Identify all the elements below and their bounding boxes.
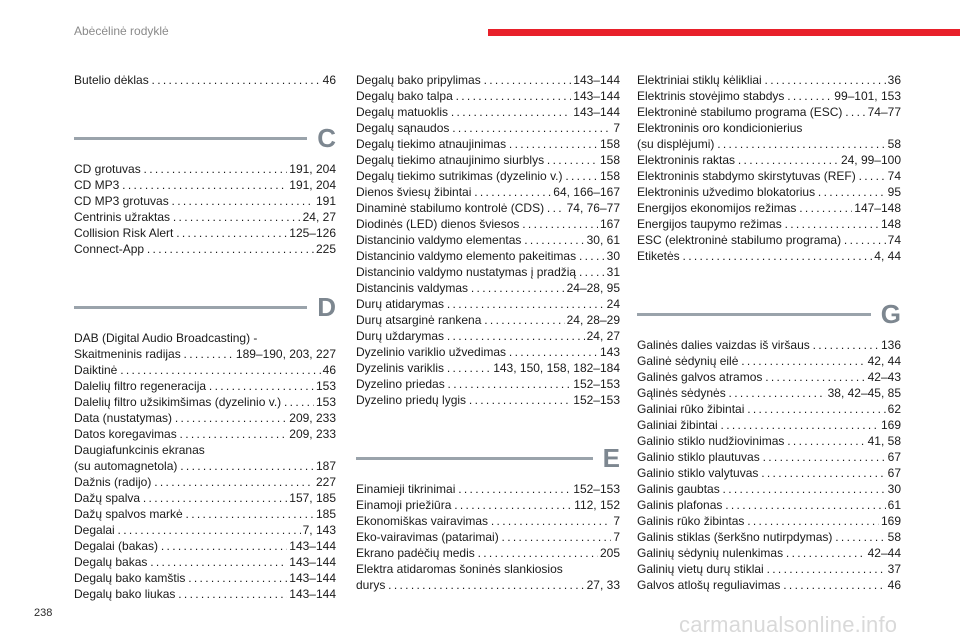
- index-entry-term: CD MP3 . . .: [74, 177, 287, 193]
- index-entry-pages: 24: [606, 297, 620, 311]
- index-entry-pages: 30: [606, 249, 620, 263]
- index-entry: [74, 426, 336, 442]
- index-entry-pages: 37: [887, 562, 901, 576]
- index-entry-pages: 187: [315, 459, 336, 473]
- index-entry: [356, 120, 620, 136]
- index-entry-pages: 67: [887, 450, 901, 464]
- index-column-1: [74, 72, 336, 602]
- page-header-title: Abėcėlinė rodyklė: [74, 24, 169, 38]
- index-entry-term: Dyzelinis variklis . . .: [356, 360, 491, 376]
- index-entry-pages: 61: [887, 498, 901, 512]
- index-entry-term: Dyzelino priedų lygis . . .: [356, 392, 571, 408]
- index-entry: [74, 346, 336, 362]
- index-entry-term: Elektroninis stabdymo skirstytuvas (REF) . . .: [637, 168, 886, 184]
- index-entry: [637, 136, 901, 152]
- index-entry: [74, 554, 336, 570]
- index-entry-pages: 189–190, 203, 227: [235, 347, 336, 361]
- index-entry-term: Degalų sąnaudos . . .: [356, 120, 611, 136]
- index-entry-term: Data (nustatymas) . . .: [74, 410, 287, 426]
- index-entry-pages: 143–144: [289, 539, 336, 553]
- index-entry-pages: 143: [599, 345, 620, 359]
- index-entry-pages: 205: [599, 546, 620, 560]
- index-entry: [74, 177, 336, 193]
- index-column-2: [356, 72, 620, 593]
- index-entry: [637, 72, 901, 88]
- index-entry-pages: 58: [887, 530, 901, 544]
- index-entry: [637, 369, 901, 385]
- index-entry: [637, 401, 901, 417]
- index-entry-term: Butelio dėklas . . .: [74, 72, 321, 88]
- index-entry: [74, 474, 336, 490]
- index-entry: [74, 225, 336, 241]
- index-entry: [637, 200, 901, 216]
- index-entry-term: Connect-App . . .: [74, 241, 314, 257]
- index-entry-term: Energijos ekonomijos režimas . . .: [637, 200, 852, 216]
- index-entry: [637, 561, 901, 577]
- section-rule: [74, 137, 307, 140]
- index-entry-pages: 24–28, 95: [566, 281, 620, 295]
- index-entry: [356, 545, 620, 561]
- index-entry: [637, 513, 901, 529]
- index-entry: [637, 465, 901, 481]
- index-entry-term: Diodinės (LED) dienos šviesos . . .: [356, 216, 598, 232]
- index-entry: [637, 184, 901, 200]
- index-entry: [74, 570, 336, 586]
- index-entry: [74, 72, 336, 88]
- watermark: carmanualsonline.info: [679, 612, 898, 637]
- index-entry-pages: 112, 152: [574, 498, 620, 512]
- index-entry-pages: 143–144: [289, 555, 336, 569]
- index-entry-pages: 74, 76–77: [566, 201, 620, 215]
- header-accent-bar: [488, 29, 960, 36]
- index-entry: [637, 433, 901, 449]
- index-entry: [74, 394, 336, 410]
- index-entry-term: Degalai (bakas) . . .: [74, 538, 287, 554]
- index-entry: [74, 378, 336, 394]
- index-entry-term: Galinis gaubtas . . .: [637, 481, 886, 497]
- index-entry-term: Etiketės . . .: [637, 248, 872, 264]
- index-entry-term: Degalų tiekimo atnaujinimo siurblys . . .: [356, 152, 598, 168]
- page-number: 238: [34, 607, 53, 619]
- index-entry: [74, 538, 336, 554]
- index-entry: [356, 577, 620, 593]
- index-entry-term: Gąlinės sėdynės . . .: [637, 385, 826, 401]
- index-entry-term: Elektrinis stovėjimo stabdys . . .: [637, 88, 832, 104]
- index-entry-pages: 46: [322, 73, 336, 87]
- index-entry-pages: 64, 166–167: [553, 185, 620, 199]
- index-entry-pages: 147–148: [854, 201, 901, 215]
- index-entry-term: Elektroninis raktas . . .: [637, 152, 839, 168]
- index-entry-term: ESC (elektroninė stabilumo programa) . . .: [637, 232, 886, 248]
- index-entry-term: CD grotuvas . . .: [74, 161, 287, 177]
- index-entry-term: Durų atidarymas . . .: [356, 296, 605, 312]
- index-entry-pages: 24, 28–29: [566, 313, 620, 327]
- index-entry-term: Elektroninis užvedimo blokatorius . . .: [637, 184, 886, 200]
- section-rule: [637, 313, 871, 316]
- index-entry-term: Galiniai rūko žibintai . . .: [637, 401, 886, 417]
- index-entry-pages: 24, 27: [586, 329, 620, 343]
- index-entry: [637, 232, 901, 248]
- index-entry-pages: 169: [880, 514, 901, 528]
- index-entry: [356, 88, 620, 104]
- index-entry: [356, 168, 620, 184]
- index-entry-pages: 95: [887, 185, 901, 199]
- index-entry-pages: 152–153: [573, 377, 620, 391]
- index-entry: [74, 161, 336, 177]
- index-entry-pages: 143–144: [573, 105, 620, 119]
- index-entry-term: Collision Risk Alert . . .: [74, 225, 287, 241]
- index-entry: [356, 376, 620, 392]
- index-entry: [356, 513, 620, 529]
- index-entry-term: Daiktinė . . .: [74, 362, 321, 378]
- index-entry-term: Galinės dalies vaizdas iš viršaus . . .: [637, 337, 879, 353]
- index-entry-term: Elektroninė stabilumo programa (ESC) . . .: [637, 104, 866, 120]
- index-entry-term: Einamieji tikrinimai . . .: [356, 481, 571, 497]
- index-entry-term: Datos koregavimas . . .: [74, 426, 287, 442]
- section-letter: C: [317, 123, 336, 153]
- index-entry-term: Dalelių filtro užsikimšimas (dyzelinio v.) . . .: [74, 394, 314, 410]
- index-entry-term: Energijos taupymo režimas . . .: [637, 216, 879, 232]
- index-entry-pages: 191, 204: [289, 178, 336, 192]
- index-entry-term: Degalų bako liukas . . .: [74, 586, 287, 602]
- index-entry-pages: 42–43: [867, 370, 901, 384]
- index-entry-term: Galvos atlošų reguliavimas . . .: [637, 577, 886, 593]
- index-entry-term: durys . . .: [356, 577, 585, 593]
- index-entry: [74, 209, 336, 225]
- index-entry: [356, 497, 620, 513]
- index-entry-pages: 158: [599, 169, 620, 183]
- index-entry: [637, 248, 901, 264]
- index-entry-term: Ekonomiškas vairavimas . . .: [356, 513, 611, 529]
- index-entry-pages: 209, 233: [289, 427, 336, 441]
- index-entry: [637, 104, 901, 120]
- index-entry-first-line: Elektra atidaromas šoninės slankiosios: [356, 562, 563, 576]
- index-entry: [356, 104, 620, 120]
- index-entry-term: Centrinis užraktas . . .: [74, 209, 301, 225]
- index-entry-term: Galinis plafonas . . .: [637, 497, 886, 513]
- section-rule: [356, 457, 593, 460]
- index-entry-first-line: DAB (Digital Audio Broadcasting) -: [74, 331, 258, 345]
- index-entry-term: Dažnis (radijo) . . .: [74, 474, 314, 490]
- index-entry-pages: 36: [887, 73, 901, 87]
- index-entry-term: Eko-vairavimas (patarimai) . . .: [356, 529, 611, 545]
- index-entry: [74, 586, 336, 602]
- index-entry: [637, 545, 901, 561]
- index-entry-pages: 167: [599, 217, 620, 231]
- index-entry-pages: 227: [315, 475, 336, 489]
- index-entry: [637, 449, 901, 465]
- index-entry-term: Galinis rūko žibintas . . .: [637, 513, 879, 529]
- index-entry: [74, 410, 336, 426]
- index-entry: [74, 506, 336, 522]
- section-letter: E: [602, 443, 620, 473]
- index-entry-pages: 99–101, 153: [834, 89, 901, 103]
- index-entry-pages: 153: [315, 395, 336, 409]
- index-entry-pages: 191, 204: [289, 162, 336, 176]
- index-entry: [356, 72, 620, 88]
- index-entry-pages: 125–126: [289, 226, 336, 240]
- index-entry-pages: 58: [887, 137, 901, 151]
- section-divider: [74, 121, 336, 151]
- index-entry-pages: 42, 44: [867, 354, 901, 368]
- index-entry-pages: 7: [613, 121, 620, 135]
- section-divider: [356, 441, 620, 471]
- index-entry-pages: 143–144: [573, 89, 620, 103]
- index-entry-pages: 24, 27: [302, 210, 336, 224]
- index-entry-pages: 30, 61: [586, 233, 620, 247]
- index-entry-term: Degalai . . .: [74, 522, 301, 538]
- index-entry: [356, 152, 620, 168]
- index-entry: [356, 280, 620, 296]
- index-entry-pages: 143–144: [289, 587, 336, 601]
- index-entry: [637, 168, 901, 184]
- index-entry-term: Durų atsarginė rankena . . .: [356, 312, 565, 328]
- index-entry-pages: 148: [880, 217, 901, 231]
- index-entry: [637, 337, 901, 353]
- index-entry-pages: 24, 99–100: [840, 153, 901, 167]
- index-entry: [74, 490, 336, 506]
- index-column-3: [637, 72, 901, 593]
- index-entry-pages: 185: [315, 507, 336, 521]
- index-entry-pages: 158: [599, 137, 620, 151]
- index-entry-term: Degalų bako kamštis . . .: [74, 570, 287, 586]
- section-rule: [74, 306, 307, 309]
- index-entry-pages: 74–77: [867, 105, 901, 119]
- index-entry-term: Skaitmeninis radijas . . .: [74, 346, 234, 362]
- index-entry-term: Distancinio valdymo nustatymas į pradžią . . .: [356, 264, 605, 280]
- index-entry-term: CD MP3 grotuvas . . .: [74, 193, 314, 209]
- index-entry: [356, 232, 620, 248]
- index-entry: [356, 392, 620, 408]
- index-entry-pages: 7: [613, 530, 620, 544]
- index-entry-term: Degalų bakas . . .: [74, 554, 287, 570]
- index-entry-pages: 225: [315, 242, 336, 256]
- index-entry-pages: 46: [887, 578, 901, 592]
- index-entry-pages: 158: [599, 153, 620, 167]
- index-entry-term: Degalų bako talpa . . .: [356, 88, 571, 104]
- index-entry-term: Distancinis valdymas . . .: [356, 280, 565, 296]
- index-entry: [74, 522, 336, 538]
- index-entry: [356, 184, 620, 200]
- section-letter: D: [317, 292, 336, 322]
- index-entry-pages: 152–153: [573, 482, 620, 496]
- index-entry-term: (su displėjumi) . . .: [637, 136, 886, 152]
- index-entry-term: Einamoji priežiūra . . .: [356, 497, 572, 513]
- index-entry-pages: 152–153: [573, 393, 620, 407]
- index-entry-pages: 46: [322, 363, 336, 377]
- index-entry-pages: 31: [606, 265, 620, 279]
- index-entry-term: Ekrano padėčių medis . . .: [356, 545, 598, 561]
- index-entry-term: Dyzelinio variklio užvedimas . . .: [356, 344, 598, 360]
- index-entry-pages: 7, 143: [302, 523, 336, 537]
- index-entry-pages: 143, 150, 158, 182–184: [493, 361, 620, 375]
- index-entry-term: Dažų spalvos markė . . .: [74, 506, 314, 522]
- index-entry-term: Degalų matuoklis . . .: [356, 104, 571, 120]
- index-entry-term: (su automagnetola) . . .: [74, 458, 314, 474]
- index-entry-term: Distancinio valdymo elemento pakeitimas . . .: [356, 248, 605, 264]
- index-entry-pages: 4, 44: [874, 249, 901, 263]
- index-entry-term: Galinės galvos atramos . . .: [637, 369, 866, 385]
- index-entry: [637, 353, 901, 369]
- index-entry: [637, 417, 901, 433]
- index-entry-pages: 143–144: [289, 571, 336, 585]
- index-entry-term: Galinių sėdynių nulenkimas . . .: [637, 545, 866, 561]
- index-entry-term: Durų uždarymas . . .: [356, 328, 585, 344]
- index-entry: [356, 200, 620, 216]
- index-entry-term: Dyzelino priedas . . .: [356, 376, 571, 392]
- index-entry-pages: 42–44: [867, 546, 901, 560]
- index-entry: [637, 385, 901, 401]
- index-entry-term: Galinis stiklas (šerkšno nutirpdymas) . . .: [637, 529, 886, 545]
- index-entry: [356, 328, 620, 344]
- index-entry: [74, 362, 336, 378]
- index-entry: [356, 216, 620, 232]
- index-entry-term: Distancinio valdymo elementas . . .: [356, 232, 585, 248]
- index-entry-pages: 38, 42–45, 85: [827, 386, 901, 400]
- index-entry: [74, 458, 336, 474]
- index-entry: [637, 152, 901, 168]
- index-entry: [74, 241, 336, 257]
- index-entry: [356, 529, 620, 545]
- index-entry-term: Dienos šviesų žibintai . . .: [356, 184, 551, 200]
- index-entry: [356, 312, 620, 328]
- index-entry: [637, 481, 901, 497]
- index-entry-pages: 209, 233: [289, 411, 336, 425]
- index-entry-pages: 74: [887, 233, 901, 247]
- index-entry: [356, 344, 620, 360]
- index-entry: [637, 577, 901, 593]
- index-entry: [356, 296, 620, 312]
- index-entry: [637, 88, 901, 104]
- section-divider: [637, 297, 901, 327]
- index-entry-first-line: Daugiafunkcinis ekranas: [74, 443, 205, 457]
- index-entry-pages: 41, 58: [867, 434, 901, 448]
- index-entry-pages: 157, 185: [289, 491, 336, 505]
- index-entry-term: Galiniai žibintai . . .: [637, 417, 879, 433]
- index-entry-term: Dinaminė stabilumo kontrolė (CDS) . . .: [356, 200, 565, 216]
- index-entry-term: Galinių vietų durų stiklai . . .: [637, 561, 886, 577]
- index-entry-term: Galinė sėdynių eilė . . .: [637, 353, 866, 369]
- index-entry-pages: 143–144: [573, 73, 620, 87]
- index-entry: [637, 529, 901, 545]
- index-entry-pages: 74: [887, 169, 901, 183]
- section-letter: G: [880, 299, 901, 329]
- index-entry: [356, 248, 620, 264]
- index-entry-pages: 30: [887, 482, 901, 496]
- index-entry: [356, 481, 620, 497]
- index-entry-pages: 169: [880, 418, 901, 432]
- index-entry-pages: 7: [613, 514, 620, 528]
- index-entry-pages: 153: [315, 379, 336, 393]
- index-entry-pages: 62: [887, 402, 901, 416]
- index-entry-term: Degalų bako pripylimas . . .: [356, 72, 571, 88]
- index-entry: [356, 360, 620, 376]
- index-entry-term: Galinio stiklo nudžiovinimas . . .: [637, 433, 866, 449]
- index-entry-term: Galinio stiklo plautuvas . . .: [637, 449, 886, 465]
- index-entry-term: Degalų tiekimo sutrikimas (dyzelinio v.) . . .: [356, 168, 598, 184]
- index-entry-pages: 67: [887, 466, 901, 480]
- index-entry: [74, 193, 336, 209]
- index-entry-term: Dalelių filtro regeneracija . . .: [74, 378, 314, 394]
- section-divider: [74, 290, 336, 320]
- index-entry-first-line: Elektroninis oro kondicionierius: [637, 121, 803, 135]
- index-entry-pages: 27, 33: [586, 578, 620, 592]
- index-entry-term: Elektriniai stiklų kėlikliai . . .: [637, 72, 886, 88]
- index-entry-term: Galinio stiklo valytuvas . . .: [637, 465, 886, 481]
- index-entry-term: Degalų tiekimo atnaujinimas . . .: [356, 136, 598, 152]
- index-entry-term: Dažų spalva . . .: [74, 490, 287, 506]
- index-entry: [356, 264, 620, 280]
- index-entry-pages: 136: [880, 338, 901, 352]
- index-entry: [637, 216, 901, 232]
- index-entry: [637, 497, 901, 513]
- index-entry: [356, 136, 620, 152]
- index-entry-pages: 191: [315, 194, 336, 208]
